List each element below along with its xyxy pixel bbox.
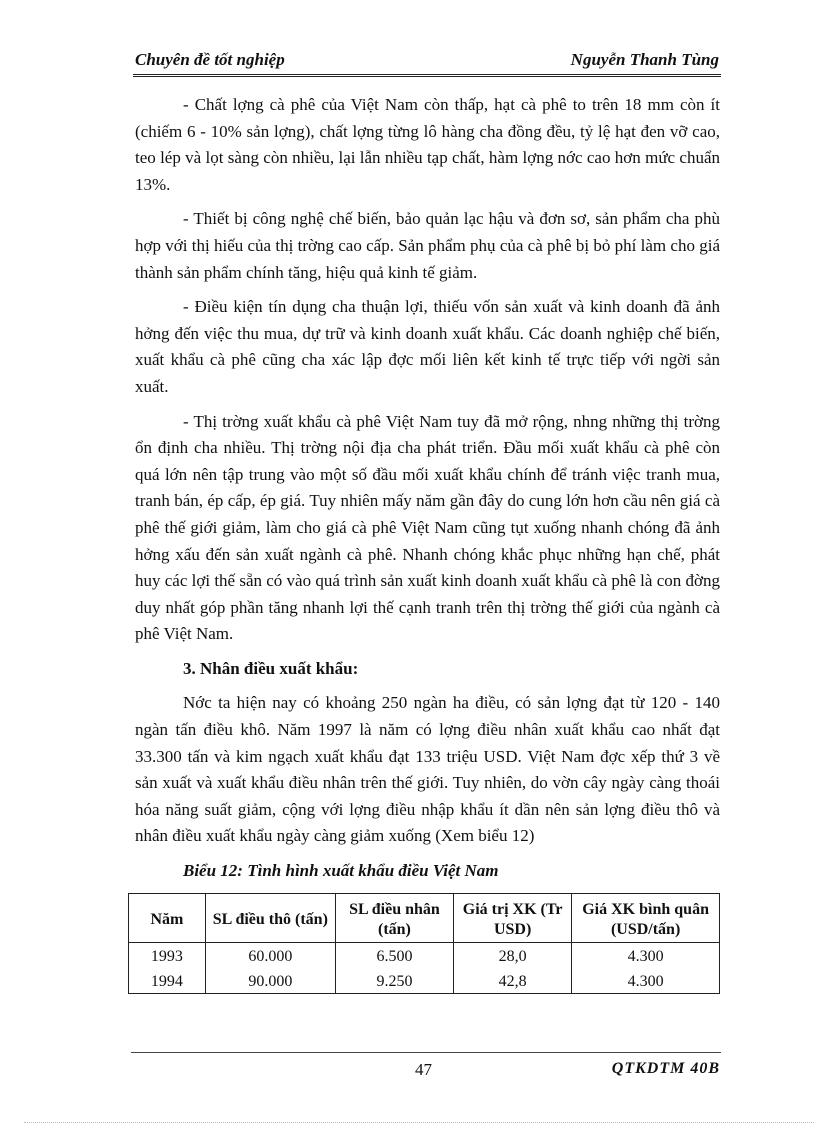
table-cell-average-price: 4.300 [572, 968, 720, 994]
table-row [129, 942, 720, 968]
table-cell-average-price: 4.300 [572, 942, 720, 968]
column-header-average-price: Giá XK bình quân (USD/tấn) [572, 893, 720, 942]
table-cell-cashew-kernel: 6.500 [335, 942, 453, 968]
table-header-row [129, 893, 720, 942]
footer-class-code: QTKDTM 40B [611, 1060, 720, 1077]
paragraph-coffee-quality: - Chất lợng cà phê của Việt Nam còn thấp, hạt cà phê to trên 18 mm còn ít (chiếm 6 - 10% sản lợng), chất lợng từng lô hàng cha đồng đều, tỷ lệ hạt đen vỡ cao, teo lép và lọt sàng còn nhiều, lại lẫn nhiều tạp chất, hàm lợng nớc cao hơn mức chuẩn 13%. [135, 95, 720, 194]
table-cell-raw-cashew: 60.000 [205, 942, 335, 968]
column-header-year: Năm [129, 893, 206, 942]
header-document-title: Chuyên đề tốt nghiệp [135, 50, 285, 69]
column-header-export-value: Giá trị XK (Tr USD) [454, 893, 572, 942]
table-cell-raw-cashew: 90.000 [205, 968, 335, 994]
table-cell-cashew-kernel: 9.250 [335, 968, 453, 994]
table-cell-export-value: 28,0 [454, 942, 572, 968]
paragraph-credit-conditions: - Điều kiện tín dụng cha thuận lợi, thiếu vốn sản xuất và kinh doanh đã ảnh hởng đến việc thu mua, dự trữ và kinh doanh xuất khẩu. Các doanh nghiệp chế biến, xuất khẩu cà phê cũng cha xác lập đợc mối liên kết kinh tế trực tiếp với ngời sản xuất. [135, 297, 720, 396]
column-header-raw-cashew: SL điều thô (tấn) [205, 893, 335, 942]
table-cell-export-value: 42,8 [454, 968, 572, 994]
section-heading-cashew: 3. Nhân điều xuất khẩu: [183, 658, 359, 678]
paragraph-cashew-export: Nớc ta hiện nay có khoảng 250 ngàn ha điều, có sản lợng đạt từ 120 - 140 ngàn tấn điều khô. Năm 1997 là năm có lợng điều nhân xuất khẩu cao nhất đạt 33.300 tấn và kim ngạch xuất khẩu đạt 133 triệu USD. Việt Nam đợc xếp thứ 3 về sản xuất và xuất khẩu điều nhân trên thế giới. Tuy nhiên, do vờn cây ngày càng thoái hóa năng suất giảm, cộng với lợng điều nhập khẩu ít dần nên sản lợng điều thô và nhân điều xuất khẩu ngày càng giảm xuống (Xem biểu 12) [135, 693, 720, 846]
page-number: 47 [415, 1060, 432, 1079]
paragraph-processing-technology: - Thiết bị công nghệ chế biến, bảo quản lạc hậu và đơn sơ, sản phẩm cha phù hợp với thị hiếu của thị trờng cao cấp. Sản phẩm phụ của cà phê bị bỏ phí làm cho giá thành sản phẩm chính tăng, hiệu quả kinh tế giảm. [135, 209, 720, 282]
table-row [129, 968, 720, 994]
table-cell-year: 1994 [129, 968, 206, 994]
footer-divider [131, 1052, 721, 1053]
table-caption: Biểu 12: Tình hình xuất khẩu điều Việt Nam [183, 861, 499, 881]
document-body [135, 92, 720, 994]
cashew-export-table [128, 893, 720, 994]
table-cell-year: 1993 [129, 942, 206, 968]
paragraph-export-market: - Thị trờng xuất khẩu cà phê Việt Nam tuy đã mở rộng, nhng những thị trờng ổn định cha nhiều. Thị trờng nội địa cha phát triển. Đầu mối xuất khẩu cà phê còn quá lớn nên tập trung vào một số đầu mối xuất khẩu chính để tránh việc tranh mua, tranh bán, ép cấp, ép giá. Tuy nhiên mấy năm gần đây do cung lớn hơn cầu nên giá cà phê thế giới giảm, làm cho giá cà phê Việt Nam cũng tụt xuống nhanh chóng đã ảnh hởng xấu đến sản xuất ngành cà phê. Nhanh chóng khắc phục những hạn chế, phát huy các lợi thế sẵn có vào quá trình sản xuất kinh doanh xuất khẩu cà phê là con đờng duy nhất góp phần tăng nhanh lợi thế cạnh tranh trên thị trờng thế giới của ngành cà phê Việt Nam. [135, 411, 720, 644]
page-header [133, 48, 721, 77]
column-header-cashew-kernel: SL điều nhân (tấn) [335, 893, 453, 942]
header-author-name: Nguyễn Thanh Tùng [570, 50, 719, 69]
